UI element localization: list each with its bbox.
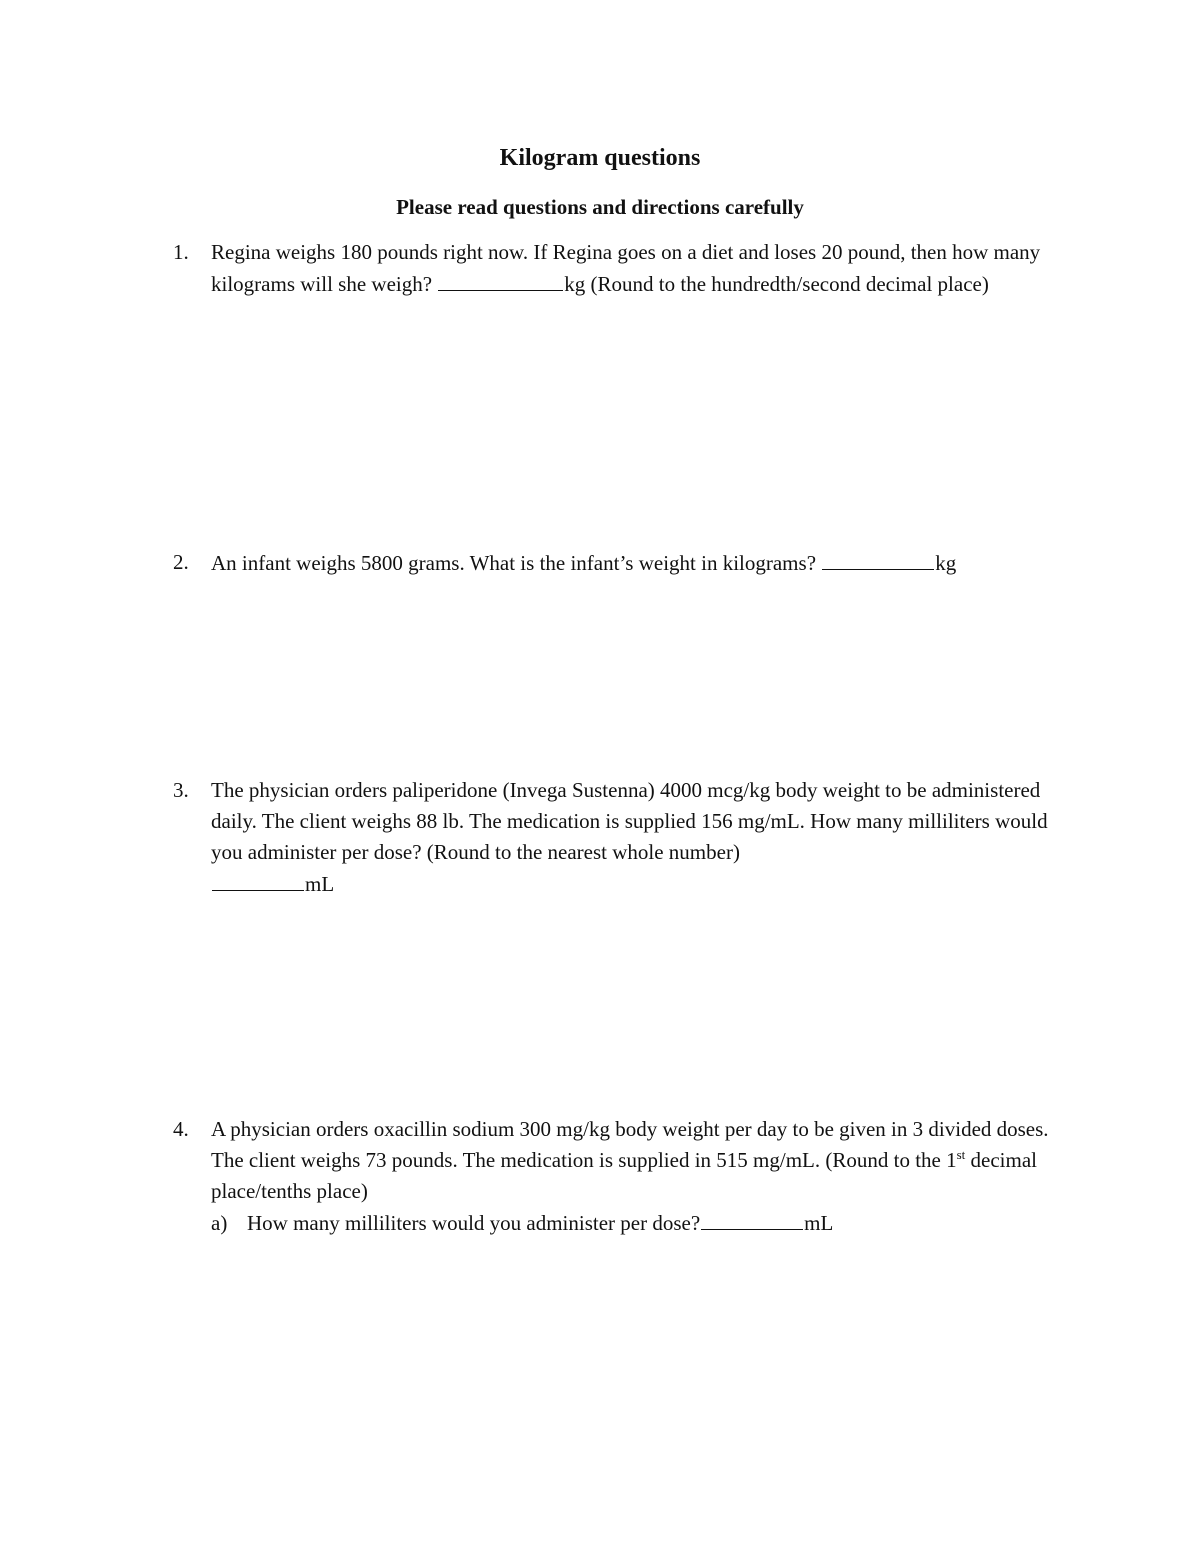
question-unit-text: kg xyxy=(935,551,957,575)
question-text xyxy=(211,547,1073,579)
question-number: 3. xyxy=(173,778,189,802)
question-text xyxy=(211,775,1073,900)
question-unit-text: mL xyxy=(305,872,335,896)
question-3 xyxy=(173,775,1073,900)
question-4 xyxy=(173,1114,1073,1239)
question-number: 1. xyxy=(173,240,189,264)
question-1 xyxy=(173,237,1073,300)
question-2 xyxy=(173,547,1073,579)
document-title: Kilogram questions xyxy=(499,145,701,171)
question-text-part: Regina weighs 180 pounds right now. If Regina goes on a diet and loses 20 pound, then how many kilograms will she weigh? xyxy=(211,240,1041,296)
answer-blank[interactable] xyxy=(212,868,304,891)
question-number: 2. xyxy=(173,550,189,574)
question-text-part: An infant weighs 5800 grams. What is the infant’s weight in kilograms? xyxy=(211,551,822,575)
answer-blank[interactable] xyxy=(822,547,934,570)
ordinal-superscript: st xyxy=(956,1147,966,1162)
sub-question-a xyxy=(211,1207,1073,1239)
sub-question-label: a) xyxy=(211,1211,228,1235)
question-unit-text: kg (Round to the hundredth/second decimal place) xyxy=(564,272,989,296)
sub-question-text: How many milliliters would you administer per dose? xyxy=(247,1211,701,1235)
answer-blank[interactable] xyxy=(701,1207,803,1230)
question-number: 4. xyxy=(173,1117,189,1141)
question-text xyxy=(211,1114,1073,1207)
answer-blank[interactable] xyxy=(438,268,563,291)
question-text xyxy=(211,237,1073,300)
question-text-part: decimal place/tenths place) xyxy=(211,1148,1037,1203)
question-text-part: A physician orders oxacillin sodium 300 mg/kg body weight per day to be given in 3 divided doses. The client weighs 73 pounds. The medication is supplied in 515 mg/mL. (Round to the 1 xyxy=(211,1117,1049,1172)
question-unit-text: mL xyxy=(804,1211,834,1235)
document-subtitle: Please read questions and directions carefully xyxy=(396,195,804,219)
question-text-part: The physician orders paliperidone (Invega Sustenna) 4000 mcg/kg body weight to be administered daily. The client weighs 88 lb. The medication is supplied 156 mg/mL. How many milliliters would you administer per dose? (Round to the nearest whole number) xyxy=(211,778,1048,864)
